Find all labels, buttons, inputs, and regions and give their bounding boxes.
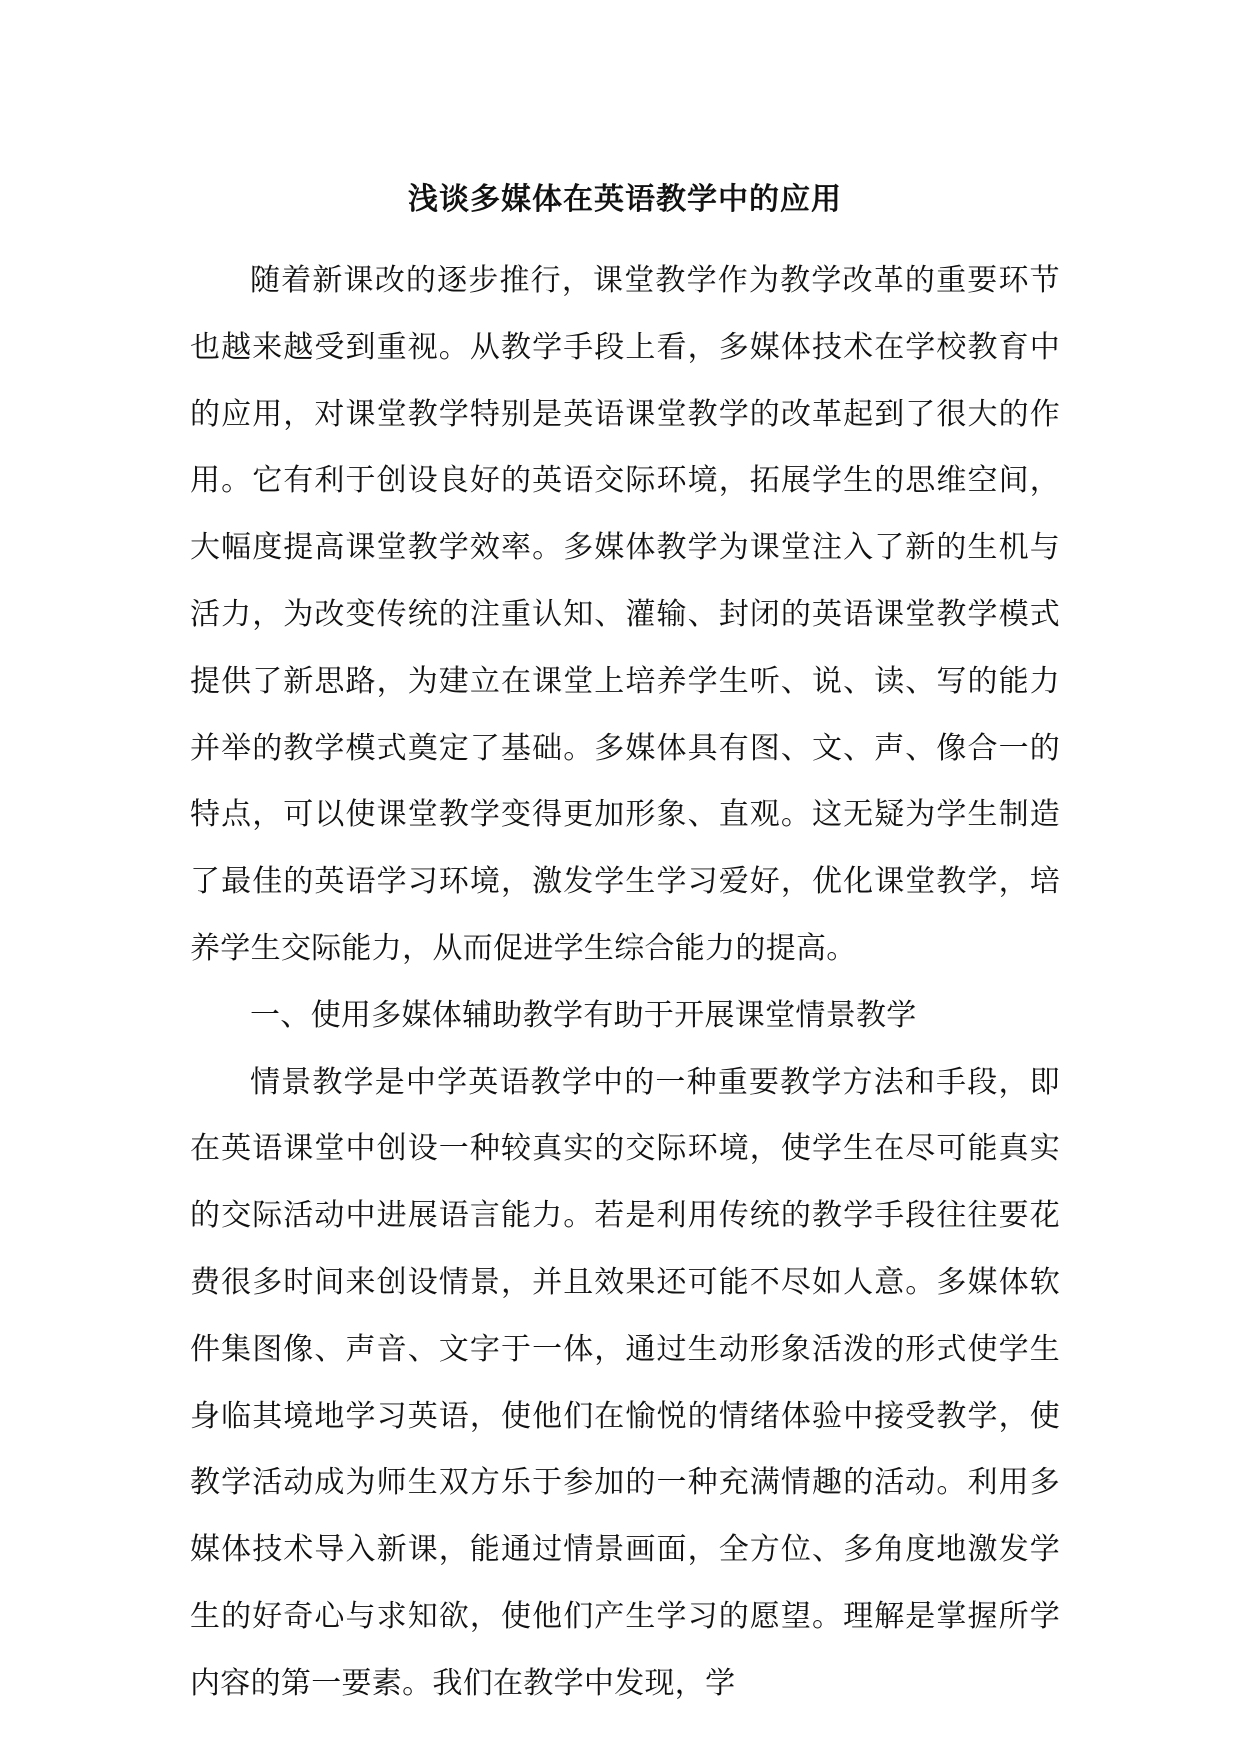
document-title: 浅谈多媒体在英语教学中的应用 (408, 182, 842, 217)
section-heading-1: 一、使用多媒体辅助教学有助于开展课堂情景教学 (250, 997, 917, 1033)
intro-paragraph: 随着新课改的逐步推行，课堂教学作为教学改革的重要环节也越来越受到重视。从教学手段上看，多媒体技术在学校教育中的应用，对课堂教学特别是英语课堂教学的改革起到了很大的作用。它有利于创设良好的英语交际环境，拓展学生的思维空间，大幅度提高课堂教学效率。多媒体教学为课堂注入了新的生机与活力，为改变传统的注重认知、灌输、封闭的英语课堂教学模式提供了新思路，为建立在课堂上培养学生听、说、读、写的能力并举的教学模式奠定了基础。多媒体具有图、文、声、像合一的特点，可以使课堂教学变得更加形象、直观。这无疑为学生制造了最佳的英语学习环境，激发学生学习爱好，优化课堂教学，培养学生交际能力，从而促进学生综合能力的提高。 (190, 263, 1060, 966)
document-page (190, 170, 1060, 1718)
section-1-paragraph: 情景教学是中学英语教学中的一种重要教学方法和手段，即在英语课堂中创设一种较真实的交际环境，使学生在尽可能真实的交际活动中进展语言能力。若是利用传统的教学手段往往要花费很多时间来创设情景，并且效果还可能不尽如人意。多媒体软件集图像、声音、文字于一体，通过生动形象活泼的形式使学生身临其境地学习英语，使他们在愉悦的情绪体验中接受教学，使教学活动成为师生双方乐于参加的一种充满情趣的活动。利用多媒体技术导入新课，能通过情景画面，全方位、多角度地激发学生的好奇心与求知欲，使他们产生学习的愿望。理解是掌握所学内容的第一要素。我们在教学中发现，学 (190, 1064, 1060, 1701)
